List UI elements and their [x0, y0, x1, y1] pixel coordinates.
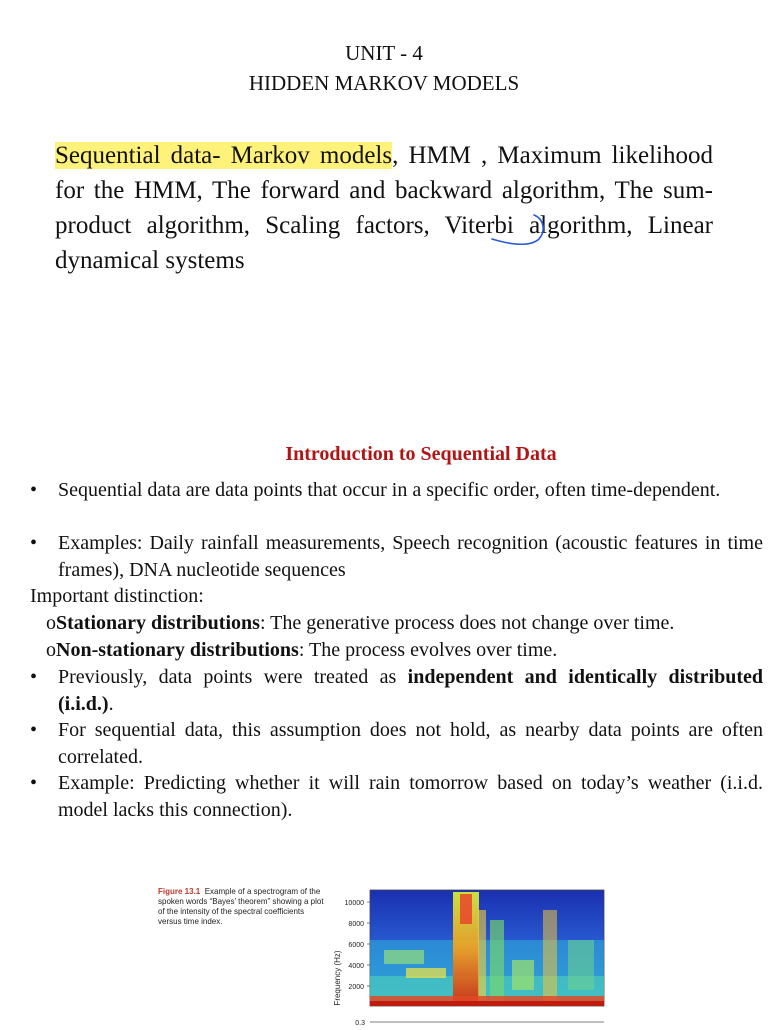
y-tick-label: 2000 — [348, 984, 364, 991]
circle-bullet-icon: o — [46, 612, 56, 634]
sub-item-text: : The generative process does not change over time. — [259, 612, 675, 634]
circle-bullet-icon: o — [46, 639, 56, 661]
bullet-item — [30, 664, 763, 717]
y-axis-title: Frequency (Hz) — [333, 950, 342, 1006]
unit-title: UNIT - 4 — [345, 41, 423, 65]
bullet-text: For sequential data, this assumption does not hold, as nearby data points are often correlated. — [58, 719, 763, 768]
bullet-icon: • — [30, 719, 38, 741]
bullet-text: Examples: Daily rainfall measurements, Speech recognition (acoustic features in time frames), DNA nucleotide sequences — [58, 532, 763, 581]
bullet-item — [30, 477, 763, 504]
important-distinction-label: Important distinction: — [30, 585, 204, 607]
bullet-icon: • — [30, 479, 38, 501]
bullet-item — [30, 717, 763, 770]
bullet-icon: • — [30, 772, 38, 794]
spectrogram-image — [370, 890, 604, 1006]
iid-term: independent and identically distributed (i.i.d.) — [58, 666, 763, 715]
spectrogram-figure — [148, 880, 608, 1030]
sub-item-stationary — [46, 610, 674, 637]
y-tick-label: 6000 — [348, 942, 364, 949]
bullet-item — [30, 770, 763, 823]
topics-paragraph — [55, 138, 713, 278]
y-ticks — [345, 900, 370, 991]
figure-caption-text: Example of a spectrogram of the spoken words “Bayes’ theorem” showing a plot of the intensity of the spectral coefficients versus time index. — [158, 887, 324, 926]
unit-subtitle: HIDDEN MARKOV MODELS — [248, 71, 520, 95]
y-axis-label — [333, 950, 342, 1005]
y-tick-label: 8000 — [348, 921, 364, 928]
bullet-text: Sequential data are data points that occur in a specific order, often time-dependent. — [58, 479, 721, 501]
bullet-text: Previously, data points were treated as independent and identically distributed (i.i.d.). — [58, 666, 763, 715]
lower-tick-label: 0.3 — [355, 1020, 365, 1027]
pen-annotation-scribble — [484, 205, 554, 251]
figure-label: Figure 13.1 — [158, 887, 201, 896]
sub-item-text: : The process evolves over time. — [298, 639, 558, 661]
topics-rest: , HMM , Maximum likelihood for the HMM, The forward and backward algorithm, The sum-product algorithm, Scaling factors, Viterbi algorithm, Linear dynamical systems — [55, 142, 713, 274]
y-tick-label: 4000 — [348, 963, 364, 970]
bullet-item — [30, 530, 763, 583]
section-heading: Introduction to Sequential Data — [285, 443, 557, 465]
y-tick-label: 10000 — [344, 900, 364, 907]
bullet-text: Example: Predicting whether it will rain tomorrow based on today’s weather (i.i.d. model lacks this connection). — [58, 772, 763, 821]
bullet-icon: • — [30, 532, 38, 554]
highlighted-topic: Sequential data- Markov models — [55, 142, 393, 169]
bullet-icon: • — [30, 666, 38, 688]
sub-item-term: Stationary distributions — [56, 612, 260, 634]
sub-item-non-stationary — [46, 637, 557, 664]
sub-item-term: Non-stationary distributions — [56, 639, 299, 661]
